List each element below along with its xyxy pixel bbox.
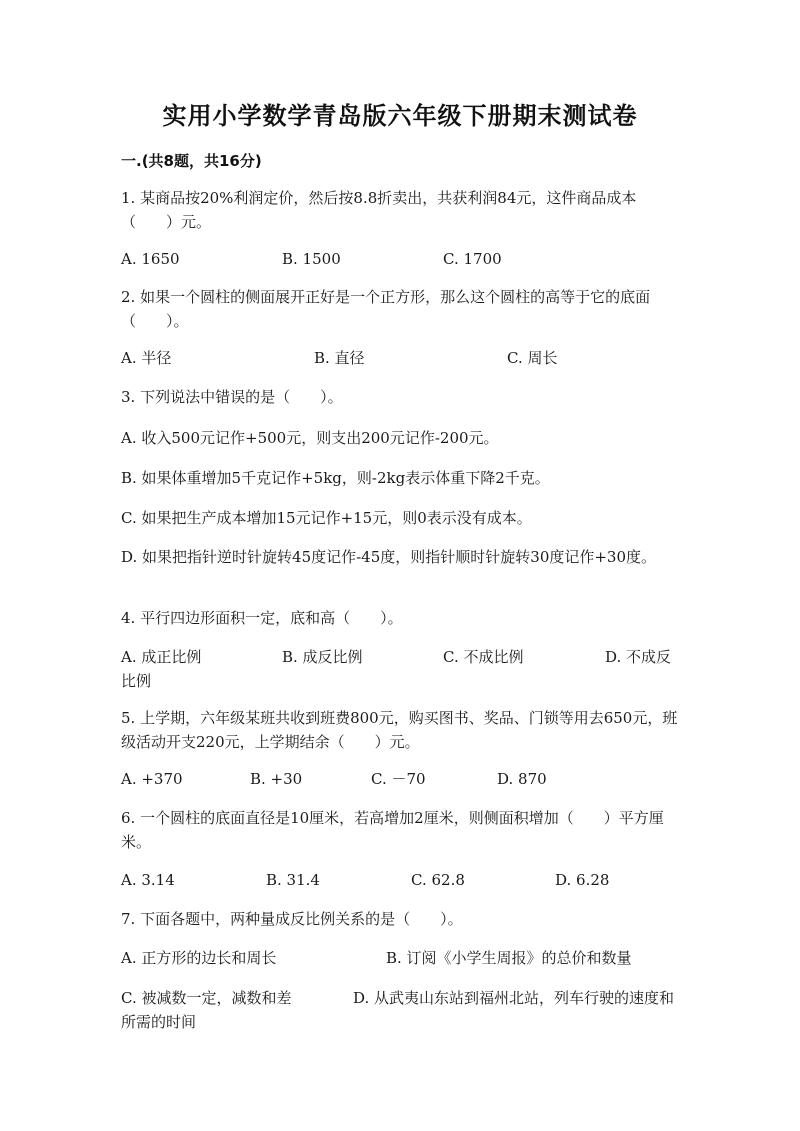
question-2-option-b: B. 直径 [314,349,365,367]
question-1-option-b: B. 1500 [282,250,341,268]
question-7-option-b: B. 订阅《小学生周报》的总价和数量 [386,949,632,967]
question-2-stem: 2. 如果一个圆柱的侧面展开正好是一个正方形，那么这个圆柱的高等于它的底面（ ）。 [121,288,651,330]
question-1-option-c: C. 1700 [443,250,502,268]
question-7-stem: 7. 下面各题中，两种量成反比例关系的是（ ）。 [121,910,463,928]
question-6-option-d: D. 6.28 [555,871,610,889]
question-4-option-a: A. 成正比例 [121,648,202,666]
question-2-option-c: C. 周长 [507,349,558,367]
question-1-stem: 1. 某商品按20%利润定价，然后按8.8折卖出，共获利润84元，这件商品成本（ ）元。 [121,189,637,231]
question-5-stem: 5. 上学期，六年级某班共收到班费800元，购买图书、奖品、门锁等用去650元，班级活动开支220元，上学期结余（ ）元。 [121,709,678,751]
question-2-option-a: A. 半径 [121,349,172,367]
section-heading: 一.(共8题，共16分) [121,152,262,170]
question-3-option-d: D. 如果把指针逆时针旋转45度记作-45度，则指针顺时针旋转30度记作+30度。 [121,548,657,566]
question-4-option-d: D. 不成反比例 [121,648,672,690]
question-3-option-b: B. 如果体重增加5千克记作+5kg，则-2kg表示体重下降2千克。 [121,469,550,487]
question-6-option-a: A. 3.14 [121,871,175,889]
question-4-option-b: B. 成反比例 [282,648,363,666]
page-title: 实用小学数学青岛版六年级下册期末测试卷 [162,102,638,130]
question-7-option-c: C. 被减数一定，减数和差 [121,989,292,1007]
question-6-option-c: C. 62.8 [411,871,465,889]
question-4-stem: 4. 平行四边形面积一定，底和高（ ）。 [121,609,403,627]
question-7-option-a: A. 正方形的边长和周长 [121,949,277,967]
question-7-option-d: D. 从武夷山东站到福州北站，列车行驶的速度和所需的时间 [121,989,675,1031]
question-6-option-b: B. 31.4 [266,871,320,889]
question-6-stem: 6. 一个圆柱的底面直径是10厘米，若高增加2厘米，则侧面积增加（ ）平方厘米。 [121,809,664,851]
question-5-option-a: A. +370 [121,770,183,788]
question-3-option-a: A. 收入500元记作+500元，则支出200元记作-200元。 [121,429,499,447]
question-3-option-c: C. 如果把生产成本增加15元记作+15元，则0表示没有成本。 [121,509,532,527]
question-5-option-b: B. +30 [250,770,303,788]
question-5-option-d: D. 870 [497,770,547,788]
question-4-option-c: C. 不成比例 [443,648,524,666]
question-3-stem: 3. 下列说法中错误的是（ ）。 [121,388,343,406]
question-5-option-c: C. －70 [371,770,426,788]
question-1-option-a: A. 1650 [121,250,180,268]
